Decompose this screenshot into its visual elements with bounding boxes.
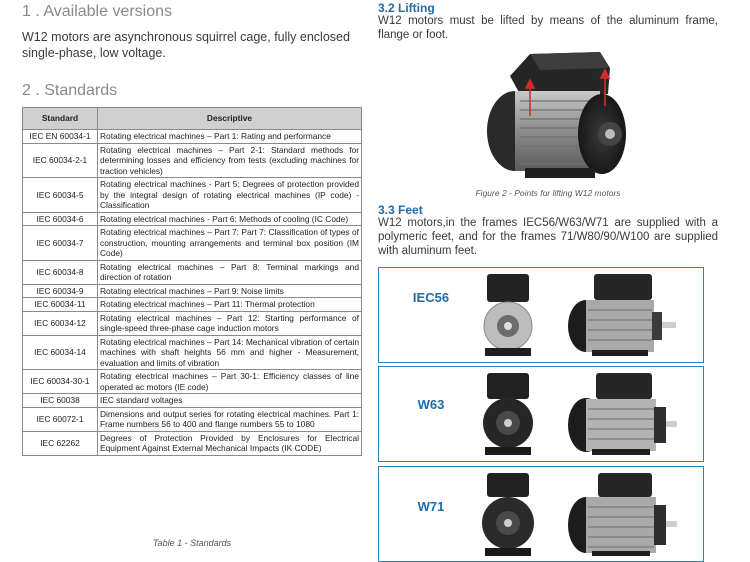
standard-code-cell: IEC 60038 <box>23 394 98 408</box>
feet-panel-w71 <box>378 466 704 562</box>
table-row <box>23 394 362 408</box>
section-2-heading: 2 . Standards <box>22 82 118 99</box>
standard-description-cell: Rotating electrical machines – Part 9: Noise limits <box>98 284 362 298</box>
standard-code-cell: IEC 60034-7 <box>23 226 98 261</box>
standard-code-cell: IEC EN 60034-1 <box>23 130 98 144</box>
motor-lifting-figure <box>470 46 640 186</box>
table-row <box>23 370 362 394</box>
table-row <box>23 226 362 261</box>
motor-front-view-iec56 <box>479 272 537 358</box>
standards-table <box>22 107 362 456</box>
table-row <box>23 335 362 370</box>
standard-code-cell: IEC 60034-2-1 <box>23 143 98 178</box>
standard-description-cell: Rotating electrical machines – Part 11: Thermal protection <box>98 298 362 312</box>
motor-side-view-w71 <box>564 471 679 557</box>
standard-code-cell: IEC 60034-6 <box>23 212 98 226</box>
panel-label-w63: W63 <box>417 397 445 412</box>
table-header-standard: Standard <box>23 108 98 130</box>
table-row <box>23 130 362 144</box>
table-header-row <box>23 108 362 130</box>
motor-side-view-w63 <box>564 371 679 457</box>
standard-description-cell: Rotating electrical machines – Part 7: Part 7: Classification of types of construction, mounting arrangements and terminal box position (IM Code) <box>98 226 362 261</box>
standard-code-cell: IEC 60034-9 <box>23 284 98 298</box>
table-row <box>23 143 362 178</box>
standard-description-cell: Rotating electrical machines – Part 8: Terminal markings and direction of rotation <box>98 260 362 284</box>
feet-panel-iec56 <box>378 267 704 363</box>
section-1-text: W12 motors are asynchronous squirrel cage, fully enclosed single-phase, low voltage. <box>22 30 350 60</box>
motor-front-view-w63 <box>479 371 537 457</box>
table-row <box>23 298 362 312</box>
table-header-descriptive: Descriptive <box>98 108 362 130</box>
standard-description-cell: Rotating electrical machines – Part 14: Mechanical vibration of certain machines with shaft heights 56 mm and higher - Measurement, evaluation and limits of vibration <box>98 335 362 370</box>
standard-description-cell: Degrees of Protection Provided by Enclosures for Electrical Equipment Against External Mechanical Impacts (IK CODE) <box>98 431 362 455</box>
standard-description-cell: Rotating electrical machines – Part 1: Rating and performance <box>98 130 362 144</box>
standard-description-cell: Rotating electrical machines – Part 30-1: Efficiency classes of line operated ac motors (IE code) <box>98 370 362 394</box>
standard-code-cell: IEC 60072-1 <box>23 407 98 431</box>
lifting-text: W12 motors must be lifted by means of the aluminum frame, flange or foot. <box>378 15 718 41</box>
table-row <box>23 212 362 226</box>
feet-panel-w63 <box>378 366 704 462</box>
standard-description-cell: Dimensions and output series for rotating electrical machines. Part 1: Frame numbers 56 to 400 and flange numbers 55 to 1080 <box>98 407 362 431</box>
table-row <box>23 178 362 213</box>
table-row <box>23 407 362 431</box>
standard-code-cell: IEC 60034-12 <box>23 311 98 335</box>
table-row <box>23 284 362 298</box>
standard-description-cell: Rotating electrical machines - Part 6: Methods of cooling (IC Code) <box>98 212 362 226</box>
standard-description-cell: Rotating electrical machines - Part 5: Degrees of protection provided by the integral design of rotating electrical machines (IP code) - Classification <box>98 178 362 213</box>
motor-front-view-w71 <box>479 471 537 557</box>
standard-code-cell: IEC 60034-30-1 <box>23 370 98 394</box>
standard-code-cell: IEC 60034-8 <box>23 260 98 284</box>
section-1-heading: 1 . Available versions <box>22 3 173 20</box>
figure-caption: Figure 2 - Points for lifting W12 motors <box>475 188 621 198</box>
panel-label-w71: W71 <box>417 499 445 514</box>
standard-code-cell: IEC 60034-11 <box>23 298 98 312</box>
standard-description-cell: Rotating electrical machines – Part 12: Starting performance of single-speed three-phase cage induction motors <box>98 311 362 335</box>
standard-code-cell: IEC 60034-5 <box>23 178 98 213</box>
table-row <box>23 311 362 335</box>
standard-description-cell: Rotating electrical machines – Part 2-1: Standard methods for determining losses and efficiency from tests (excluding machines for traction vehicles) <box>98 143 362 178</box>
standard-description-cell: IEC standard voltages <box>98 394 362 408</box>
lifting-heading: 3.2 Lifting <box>378 1 435 15</box>
feet-heading: 3.3 Feet <box>378 203 423 217</box>
table-row <box>23 431 362 455</box>
feet-text: W12 motors,in the frames IEC56/W63/W71 are supplied with a polymeric feet, and for the frames 71/W80/90/W100 are supplied with aluminum feet. <box>378 217 718 257</box>
motor-side-view-iec56 <box>564 272 679 358</box>
panel-label-iec56: IEC56 <box>412 290 450 305</box>
table-caption: Table 1 - Standards <box>152 538 232 548</box>
standard-code-cell: IEC 60034-14 <box>23 335 98 370</box>
standard-code-cell: IEC 62262 <box>23 431 98 455</box>
table-row <box>23 260 362 284</box>
